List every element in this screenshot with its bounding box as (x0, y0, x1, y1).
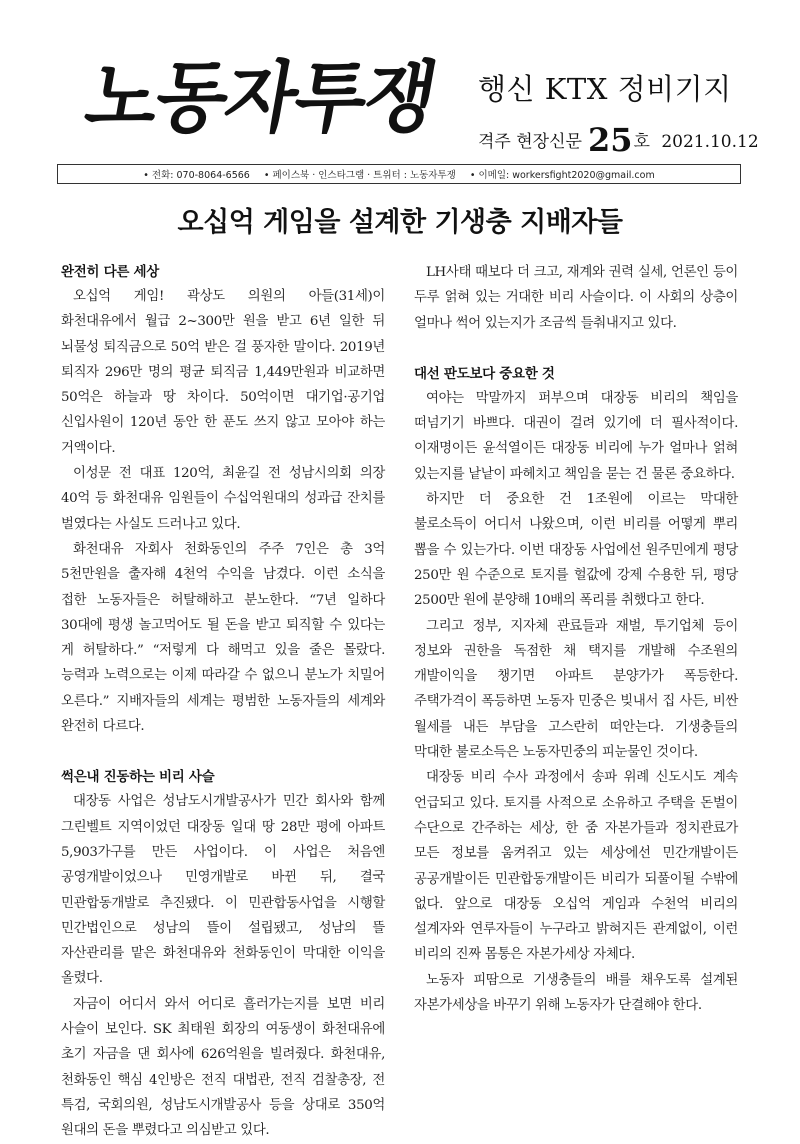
issue-suffix: 호 (633, 132, 650, 152)
section-title: 완전히 다른 세상 (61, 264, 159, 280)
paragraph: 노동자 피땀으로 기생충들의 배를 채우도록 설계된 자본가세상을 바꾸기 위해 노동자가 단결해야 한다. (414, 972, 738, 1014)
paragraph: 대장동 사업은 성남도시개발공사가 민간 회사와 함께 그린벨트 지역이었던 대장동 일대 땅 28만 평에 아파트 5,903가구를 만든 사업이다. 이 사업은 처음엔 공영개발이었으나 민영개발로 바뀐 뒤, 결국 민관합동개발로 추진됐다. 이 민관합동사업을 시행할 민간법인으로 성남의 뜰이 설립됐고, 성남의 뜰 자산관리를 맡은 화천대유와 천화동인이 막대한 이익을 올렸다. (61, 794, 385, 987)
paragraph: 여야는 막말까지 퍼부으며 대장동 비리의 책임을 떠넘기기 바쁘다. 대권이 걸려 있기에 더 필사적이다. 이재명이든 윤석열이든 대장동 비리에 누가 얼마나 얽혀 있는지를 낱낱이 파헤치고 책임을 묻는 건 물론 중요하다. (414, 390, 738, 482)
section-gap (61, 739, 385, 765)
section-gap (414, 336, 738, 362)
paragraph: 자금이 어디서 와서 어디로 흘러가는지를 보면 비리 사슬이 보인다. SK 최태원 회장의 여동생이 화천대유에 초기 자금을 댄 회사에 626억원을 빌려줬다. 화천대유, 천화동인 핵심 4인방은 전직 대법관, 전직 검찰총장, 전 특검, 국회의원, 성남도시개발공사 등을 상대로 350억 원대의 돈을 뿌렸다고 의심받고 있다. (61, 996, 385, 1139)
issue-prefix: 격주 현장신문 (478, 132, 582, 152)
edition-title: 행신 KTX 정비기지 (478, 72, 732, 106)
paragraph: 대장동 비리 수사 과정에서 송파 위례 신도시도 계속 언급되고 있다. 토지를 사적으로 소유하고 주택을 돈벌이 수단으로 간주하는 세상, 한 줌 자본가들과 정치관료가 모든 정보를 움켜쥐고 있는 세상에선 민간개발이든 공공개발이든 민관합동개발이든 비리가 되풀이될 수밖에 없다. 앞으로 대장동 오십억 게임과 수천억 비리의 설계자와 연루자들이 누구라고 밝혀지든 관계없이, 이런 비리의 진짜 몸통은 자본가세상 자체다. (414, 770, 738, 963)
contact-bar (57, 164, 741, 184)
right-column (414, 260, 738, 1018)
paragraph: 그리고 정부, 지자체 관료들과 재벌, 투기업체 등이 정보와 권한을 독점한 채 택지를 개발해 수조원의 개발이익을 챙기면 아파트 분양가가 폭등한다. 주택가격이 폭등하면 노동자 민중은 빚내서 집 사든, 비싼 월세를 내든 부담을 고스란히 떠안는다. 기생충들의 막대한 불로소득은 노동자민중의 피눈물인 것이다. (414, 618, 738, 761)
issue-line (478, 121, 759, 159)
section-title: 대선 판도보다 중요한 것 (414, 365, 555, 382)
masthead (58, 53, 759, 165)
paragraph: 하지만 더 중요한 건 1조원에 이르는 막대한 불로소득이 어디서 나왔으며, 이런 비리를 어떻게 뿌리 뽑을 수 있는가다. 이번 대장동 사업에선 원주민에게 평당 250만 원 수준으로 토지를 헐값에 강제 수용한 뒤, 평당 2500만 원에 분양해 10배의 폭리를 취했다고 한다. (414, 492, 738, 609)
paragraph: LH사태 때보다 더 크고, 재계와 권력 실세, 언론인 등이 두루 얽혀 있는 거대한 비리 사슬이다. 이 사회의 상층이 얼마나 썩어 있는지가 조금씩 들춰내지고 있다. (414, 265, 738, 331)
paragraph: 화천대유 자회사 천화동인의 주주 7인은 총 3억 5천만원을 출자해 4천억 수익을 남겼다. 이런 소식을 접한 노동자들은 허탈해하고 분노한다. “7년 일하다 30대에 평생 놀고먹어도 될 돈을 받고 퇴직할 수 있다는 게 허탈하다.” “저렇게 다 해먹고 있을 줄은 몰랐다. 능력과 노력으로는 이제 따라갈 수 없으니 분노가 치밀어 오른다.” 지배자들의 세계는 평범한 노동자들의 세계와 완전히 다르다. (61, 541, 385, 735)
paragraph: 이성문 전 대표 120억, 최윤길 전 성남시의회 의장 40억 등 화천대유 임원들이 수십억원대의 성과급 잔치를 벌였다는 사실도 드러나고 있다. (61, 466, 385, 532)
contact-email: • 이메일: workersfight2020@gmail.com (470, 167, 655, 181)
issue-number: 25 (587, 121, 633, 159)
left-column (61, 260, 385, 1144)
brand-logo: 노동자투쟁 (78, 53, 443, 144)
paragraph: 오십억 게임! 곽상도 의원의 아들(31세)이 화천대유에서 월급 2~300만 원을 받고 6년 일한 뒤 뇌물성 퇴직금으로 50억 받은 걸 풍자한 말이다. 2019년 퇴직자 296만 명의 평균 퇴직금 1,449만원과 비교하면 50억은 하늘과 땅 차이다. 50억이면 대기업·공기업 신입사원이 120년 동안 한 푼도 쓰지 않고 모아야 하는 거액이다. (61, 289, 385, 456)
contact-phone: • 전화: 070-8064-6566 (143, 167, 250, 181)
issue-date: 2021.10.12 (661, 132, 759, 152)
contact-sns: • 페이스북 · 인스타그램 · 트위터 : 노동자투쟁 (264, 167, 456, 181)
section-title: 썩은내 진동하는 비리 사슬 (61, 769, 215, 786)
headline: 오십억 게임을 설계한 기생충 지배자들 (177, 207, 623, 238)
